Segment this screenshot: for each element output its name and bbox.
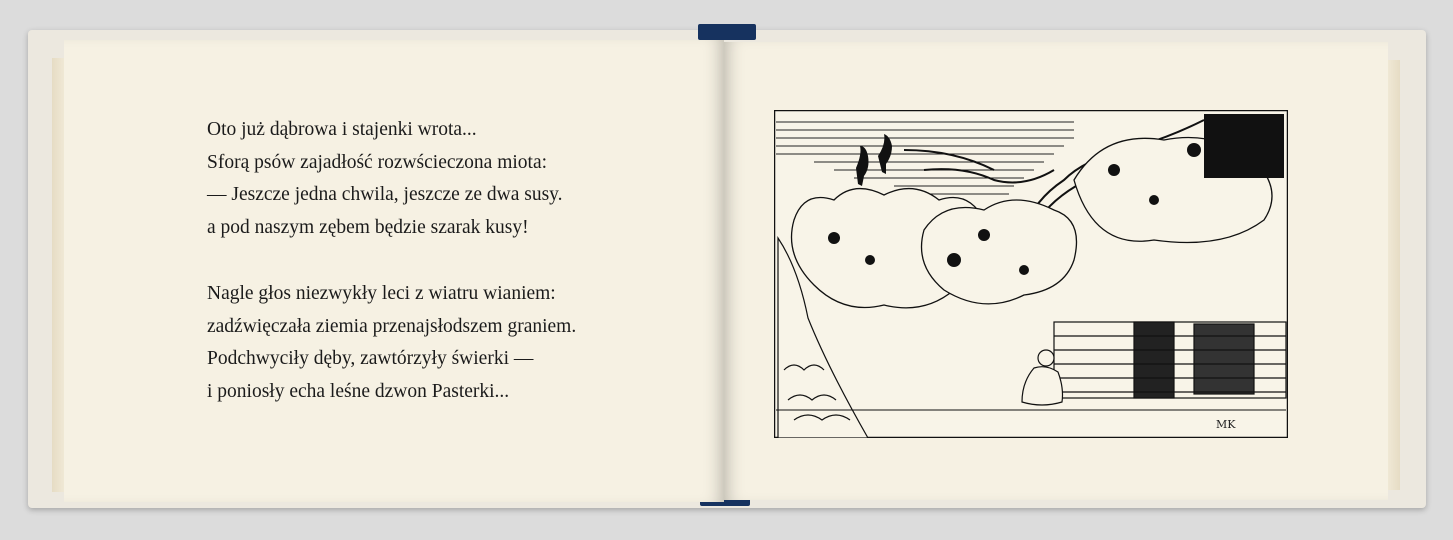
verse-line: Oto już dąbrowa i stajenki wrota... xyxy=(207,119,477,140)
stanza-2 xyxy=(207,278,687,408)
verse-line: — Jeszcze jedna chwila, jeszcze ze dwa susy. xyxy=(207,184,563,205)
log-cabin xyxy=(1054,322,1286,398)
verse-line: Sforą psów zajadłość rozwścieczona miota: xyxy=(207,151,548,173)
spine-ribbon-top xyxy=(698,24,756,40)
verse-line: a pod naszym zębem będzie szarak kusy! xyxy=(207,216,529,238)
left-page xyxy=(64,40,724,502)
winter-forest-illustration xyxy=(774,110,1288,438)
stanza-1 xyxy=(207,114,687,244)
poem-text xyxy=(207,114,687,442)
verse-line: Nagle głos niezwykły leci z wiatru wianiem: xyxy=(207,283,556,304)
verse-line: i poniosły echa leśne dzwon Pasterki... xyxy=(207,380,510,402)
verse-line: Podchwyciły dęby, zawtórzyły świerki — xyxy=(207,348,534,369)
page-edges-right xyxy=(1386,60,1400,490)
artist-monogram: MK xyxy=(1216,418,1236,431)
verse-line: zadźwięczała ziemia przenajsłodszem graniem. xyxy=(207,315,577,337)
right-page xyxy=(724,42,1388,500)
